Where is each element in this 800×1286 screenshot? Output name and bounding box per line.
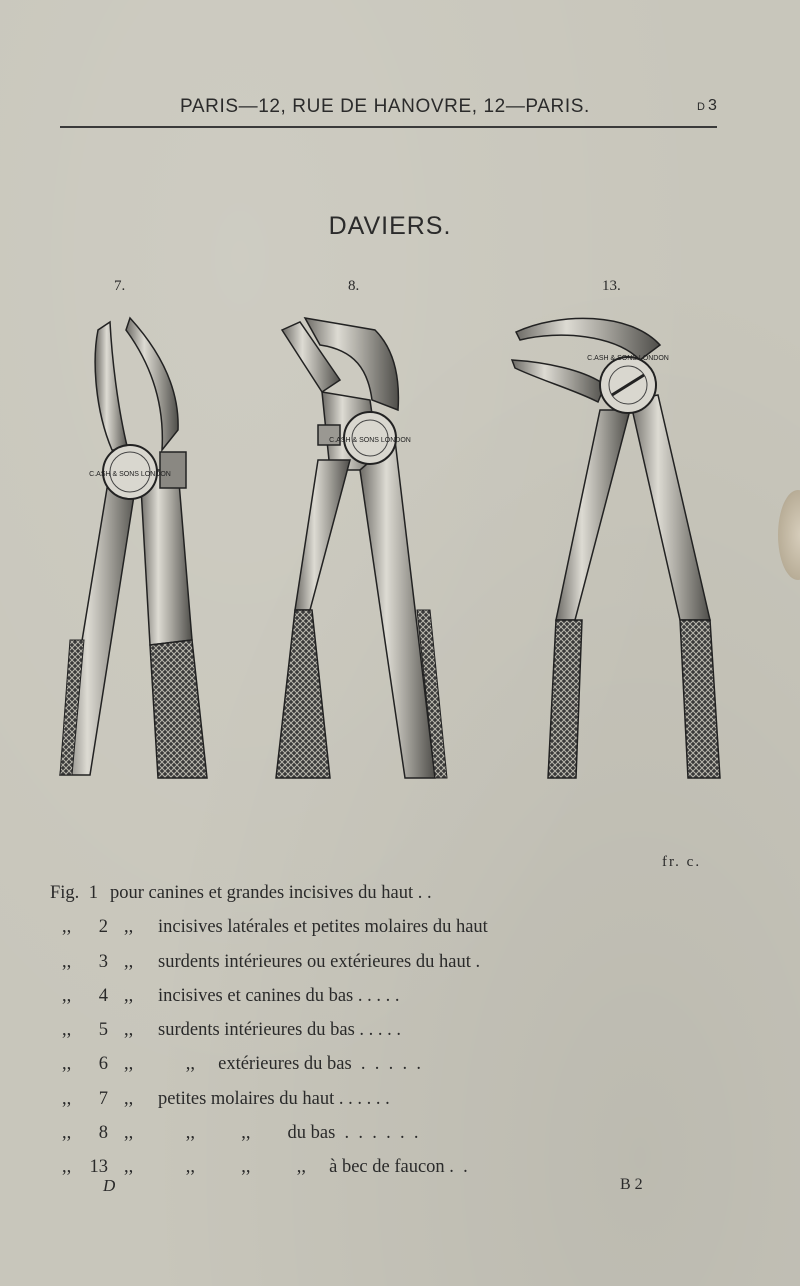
item-prefix: ,, [62, 985, 72, 1006]
item-prefix: Fig. [50, 883, 80, 903]
item-text: pour canines et grandes incisives du haut . . [110, 883, 432, 903]
figure-label-7: 7. [114, 278, 126, 294]
page-digit: 3 [707, 97, 717, 114]
list-item [50, 910, 570, 944]
item-prefix: ,, [62, 951, 72, 972]
list-item [50, 876, 570, 910]
list-item [50, 1150, 570, 1184]
forceps-fig-13 [512, 318, 720, 778]
forceps-fig-7 [60, 318, 207, 778]
item-ditto: ,, [124, 1088, 134, 1109]
item-number: 5 [98, 1020, 108, 1041]
item-text: petites molaires du haut . . . . . . [158, 1088, 390, 1109]
item-number: 7 [98, 1088, 108, 1109]
item-text: incisives latérales et petites molaires du haut [158, 917, 488, 938]
item-text: surdents intérieures ou extérieures du haut . [158, 951, 481, 972]
item-text: ,, ,, du bas . . . . . . [158, 1123, 419, 1144]
page-title: DAVIERS. [328, 212, 452, 240]
item-text: surdents intérieures du bas . . . . . [158, 1020, 402, 1041]
item-number: 1 [88, 883, 98, 903]
header-address: PARIS—12, RUE DE HANOVRE, 12—PARIS. [180, 96, 590, 117]
item-number: 6 [98, 1054, 108, 1075]
sheet-mark: B 2 [620, 1176, 643, 1193]
item-number: 2 [98, 917, 108, 938]
item-prefix: ,, [62, 1020, 72, 1041]
item-text: ,, ,, ,, à bec de faucon . . [158, 1157, 468, 1178]
signature-mark: D [103, 1176, 116, 1195]
item-prefix: ,, [62, 1088, 72, 1109]
item-number: 13 [89, 1157, 108, 1178]
item-ditto: ,, [124, 951, 134, 972]
list-item [50, 1013, 570, 1047]
item-ditto: ,, [124, 1157, 134, 1178]
list-item [50, 1116, 570, 1150]
figure-label-13: 13. [602, 278, 621, 294]
item-prefix: ,, [62, 1123, 72, 1144]
item-prefix: ,, [62, 1054, 72, 1075]
figure-label-8: 8. [348, 278, 360, 294]
page-letter: D [697, 101, 705, 113]
item-text: incisives et canines du bas . . . . . [158, 985, 400, 1006]
item-list [50, 876, 570, 1185]
list-item [50, 945, 570, 979]
engraving-13: C.ASH & SONS LONDON [587, 355, 669, 362]
item-ditto: ,, [124, 1020, 134, 1041]
item-ditto: ,, [124, 1123, 134, 1144]
item-number: 8 [98, 1123, 108, 1144]
list-item [50, 979, 570, 1013]
item-ditto: ,, [124, 1054, 134, 1075]
engraving-7: C.ASH & SONS LONDON [89, 471, 171, 478]
item-ditto: ,, [124, 985, 134, 1006]
item-prefix: ,, [62, 1157, 72, 1178]
item-ditto: ,, [124, 917, 134, 938]
list-item [50, 1082, 570, 1116]
item-number: 4 [98, 985, 108, 1006]
price-column-header: fr. c. [662, 854, 702, 870]
forceps-fig-8 [276, 318, 447, 778]
engraving-8: C.ASH & SONS LONDON [329, 437, 411, 444]
item-text: ,, extérieures du bas . . . . . [158, 1054, 422, 1075]
list-item [50, 1047, 570, 1081]
item-prefix: ,, [62, 917, 72, 938]
item-number: 3 [98, 951, 108, 972]
